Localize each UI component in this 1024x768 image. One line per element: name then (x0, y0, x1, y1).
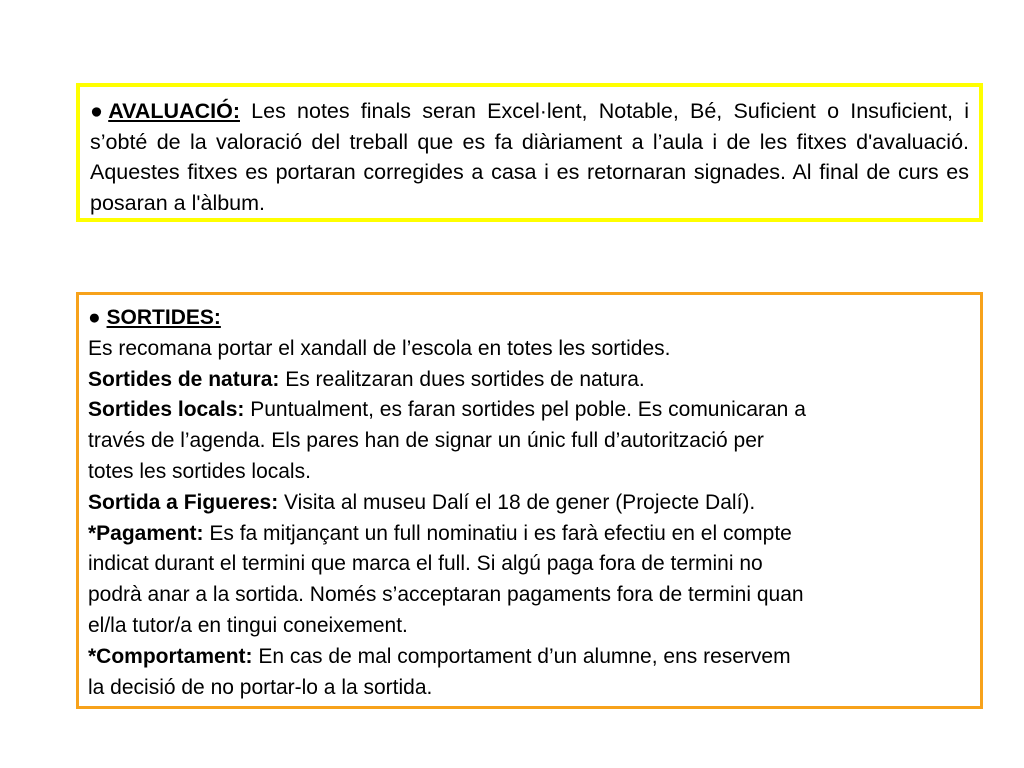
sortides-box (76, 292, 983, 709)
sortides-heading: SORTIDES: (106, 306, 221, 329)
sortides-natura-text: Es realitzaran dues sortides de natura. (279, 367, 645, 391)
sortides-locals-label: Sortides locals: (88, 398, 245, 422)
evaluation-heading: AVALUACIÓ: (108, 99, 240, 123)
sortides-natura-line (88, 365, 970, 396)
sortides-pagament-label: *Pagament: (88, 521, 204, 545)
sortides-locals-line-2: través de l’agenda. Els pares han de signar un únic full d’autorització per (88, 429, 764, 453)
sortides-locals-line-3: totes les sortides locals. (88, 459, 311, 483)
sortides-natura-label: Sortides de natura: (88, 367, 280, 391)
sortides-locals-text-1: Puntualment, es faran sortides pel poble. Es comunicaran a (244, 398, 806, 422)
sortides-comportament-label: *Comportament: (88, 644, 253, 668)
sortides-comportament-line-2: la decisió de no portar-lo a la sortida. (88, 675, 433, 699)
sortides-bullet: ● (88, 306, 107, 329)
sortides-figueres-text: Visita al museu Dalí el 18 de gener (Projecte Dalí). (278, 490, 756, 514)
evaluation-body: Les notes finals seran Excel·lent, Notable, Bé, Suficient o Insuficient, i s’obté de la valoració del treball que es fa diàriament a l’aula i de les fitxes d'avaluació. Aquestes fitxes es portaran corregides a casa i es retornaran signades. Al final de curs es posaran a l'àlbum. (90, 99, 969, 215)
sortides-pagament-line-3: podrà anar a la sortida. Només s’acceptaran pagaments fora de termini quan (88, 583, 804, 607)
sortides-locals-line-1 (88, 395, 970, 426)
evaluation-box (76, 83, 983, 222)
sortides-heading-line (88, 303, 970, 334)
sortides-pagament-line-2: indicat durant el termini que marca el full. Si algú paga fora de termini no (88, 552, 763, 576)
sortides-figueres-line (88, 488, 970, 519)
sortides-pagament-text-1: Es fa mitjançant un full nominatiu i es farà efectiu en el compte (203, 521, 792, 545)
evaluation-bullet: ● (90, 99, 109, 123)
sortides-comportament-line-1 (88, 642, 970, 673)
sortides-pagament-line-1 (88, 519, 970, 550)
sortides-intro: Es recomana portar el xandall de l’escola en totes les sortides. (88, 336, 671, 360)
sortides-pagament-line-4: el/la tutor/a en tingui coneixement. (88, 613, 408, 637)
sortides-figueres-label: Sortida a Figueres: (88, 490, 279, 514)
sortides-comportament-text-1: En cas de mal comportament d’un alumne, ens reservem (252, 644, 791, 668)
